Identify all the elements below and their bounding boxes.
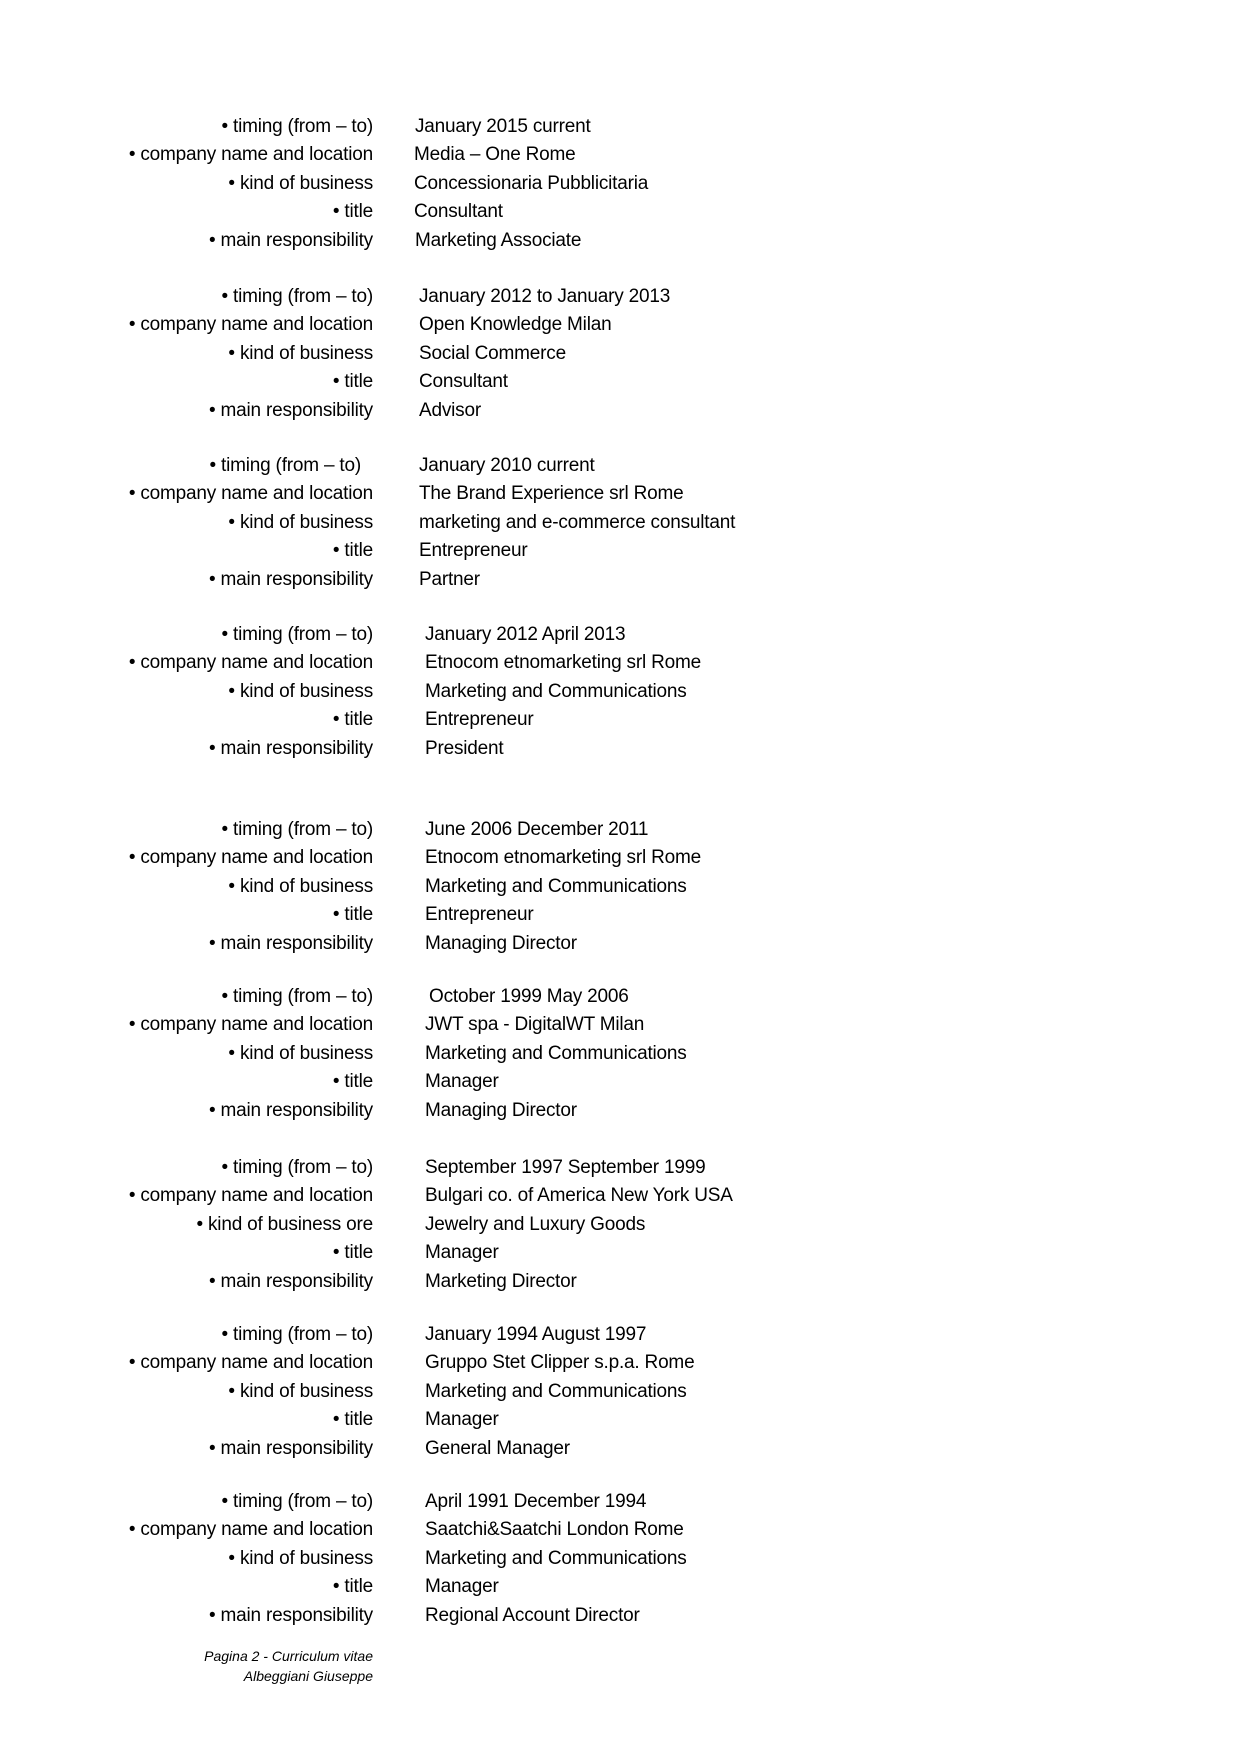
work-entry	[0, 1488, 1240, 1630]
work-entry	[0, 1321, 1240, 1463]
title-label: • title	[332, 371, 373, 393]
timing-value: January 2015 current	[415, 116, 591, 137]
timing-row	[0, 1321, 1240, 1349]
title-label: • title	[332, 1071, 373, 1093]
company-label: • company name and location	[128, 1185, 373, 1207]
title-row	[0, 1573, 1240, 1601]
business-label: • kind of business	[228, 1547, 373, 1569]
work-entry	[0, 113, 1240, 255]
business-value: Marketing and Communications	[425, 1547, 687, 1569]
work-entry	[0, 283, 1240, 425]
responsibility-row	[0, 1602, 1240, 1630]
business-label: • kind of business	[228, 1380, 373, 1402]
company-value: Bulgari co. of America New York USA	[425, 1185, 733, 1207]
responsibility-row	[0, 566, 1240, 594]
business-row	[0, 1378, 1240, 1406]
company-label: • company name and location	[128, 314, 373, 336]
title-value: Manager	[425, 1576, 499, 1598]
company-label: • company name and location	[128, 1014, 373, 1036]
timing-row	[0, 283, 1240, 311]
company-row	[0, 1182, 1240, 1210]
timing-label: • timing (from – to)	[221, 1491, 373, 1512]
title-value: Entrepreneur	[419, 540, 528, 562]
business-label: • kind of business	[228, 342, 373, 364]
responsibility-row	[0, 227, 1240, 255]
company-label: • company name and location	[128, 1519, 373, 1541]
responsibility-value: Managing Director	[425, 932, 577, 954]
responsibility-row	[0, 1097, 1240, 1125]
work-entry	[0, 1154, 1240, 1296]
title-value: Manager	[425, 1071, 499, 1093]
responsibility-label: • main responsibility	[208, 1270, 373, 1292]
title-row	[0, 1239, 1240, 1267]
business-row	[0, 340, 1240, 368]
company-label: • company name and location	[128, 652, 373, 674]
timing-row	[0, 816, 1240, 844]
company-value: Media – One Rome	[414, 144, 576, 166]
title-value: Entrepreneur	[425, 904, 534, 926]
responsibility-row	[0, 397, 1240, 425]
title-value: Manager	[425, 1242, 499, 1264]
business-label: • kind of business	[228, 680, 373, 702]
company-row	[0, 1011, 1240, 1039]
responsibility-label: • main responsibility	[208, 229, 373, 251]
title-row	[0, 1068, 1240, 1096]
business-label: • kind of business ore	[196, 1213, 373, 1235]
title-label: • title	[332, 201, 373, 223]
work-entry	[0, 816, 1240, 958]
business-label: • kind of business	[228, 172, 373, 194]
timing-label: • timing (from – to)	[209, 455, 361, 476]
title-row	[0, 706, 1240, 734]
business-row	[0, 170, 1240, 198]
responsibility-label: • main responsibility	[208, 1099, 373, 1121]
responsibility-row	[0, 1268, 1240, 1296]
timing-row	[0, 1154, 1240, 1182]
footer-author-name: Albeggiani Giuseppe	[243, 1668, 373, 1684]
title-row	[0, 901, 1240, 929]
company-label: • company name and location	[128, 1352, 373, 1374]
title-value: Entrepreneur	[425, 709, 534, 731]
responsibility-value: Marketing Director	[425, 1270, 577, 1292]
responsibility-value: Partner	[419, 568, 480, 590]
business-row	[0, 678, 1240, 706]
company-row	[0, 649, 1240, 677]
company-label: • company name and location	[128, 483, 373, 505]
responsibility-row	[0, 735, 1240, 763]
timing-value: January 1994 August 1997	[425, 1324, 647, 1345]
timing-value: June 2006 December 2011	[425, 819, 649, 840]
timing-row	[0, 113, 1240, 141]
timing-value: September 1997 September 1999	[425, 1157, 706, 1178]
responsibility-label: • main responsibility	[208, 737, 373, 759]
title-value: Manager	[425, 1409, 499, 1431]
title-label: • title	[332, 904, 373, 926]
company-row	[0, 141, 1240, 169]
timing-value: April 1991 December 1994	[425, 1491, 647, 1512]
responsibility-row	[0, 930, 1240, 958]
timing-label: • timing (from – to)	[221, 624, 373, 645]
work-entry	[0, 983, 1240, 1125]
business-value: Marketing and Communications	[425, 680, 687, 702]
business-row	[0, 1040, 1240, 1068]
company-value: Saatchi&Saatchi London Rome	[425, 1519, 684, 1541]
company-row	[0, 1349, 1240, 1377]
business-row	[0, 1545, 1240, 1573]
timing-label: • timing (from – to)	[221, 819, 373, 840]
responsibility-value: Regional Account Director	[425, 1604, 640, 1626]
company-row	[0, 480, 1240, 508]
company-value: JWT spa - DigitalWT Milan	[425, 1014, 645, 1036]
company-value: The Brand Experience srl Rome	[419, 483, 684, 505]
company-value: Gruppo Stet Clipper s.p.a. Rome	[425, 1352, 695, 1374]
business-row	[0, 1211, 1240, 1239]
title-label: • title	[332, 1409, 373, 1431]
timing-row	[0, 452, 1240, 480]
responsibility-label: • main responsibility	[208, 1604, 373, 1626]
title-row	[0, 198, 1240, 226]
responsibility-value: General Manager	[425, 1437, 570, 1459]
responsibility-label: • main responsibility	[208, 568, 373, 590]
timing-row	[0, 621, 1240, 649]
responsibility-row	[0, 1435, 1240, 1463]
company-value: Etnocom etnomarketing srl Rome	[425, 652, 701, 674]
footer-page-label: Pagina 2 - Curriculum vitae	[204, 1648, 373, 1664]
business-value: Jewelry and Luxury Goods	[425, 1213, 646, 1235]
timing-row	[0, 1488, 1240, 1516]
company-label: • company name and location	[128, 847, 373, 869]
company-row	[0, 844, 1240, 872]
title-label: • title	[332, 1576, 373, 1598]
title-value: Consultant	[414, 201, 503, 223]
timing-label: • timing (from – to)	[221, 1157, 373, 1178]
responsibility-label: • main responsibility	[208, 399, 373, 421]
company-row	[0, 1516, 1240, 1544]
responsibility-value: Advisor	[419, 399, 481, 421]
work-entry	[0, 452, 1240, 594]
business-label: • kind of business	[228, 511, 373, 533]
timing-label: • timing (from – to)	[221, 116, 373, 137]
company-label: • company name and location	[128, 144, 373, 166]
title-row	[0, 368, 1240, 396]
timing-value: January 2012 to January 2013	[419, 286, 671, 307]
timing-label: • timing (from – to)	[221, 286, 373, 307]
business-label: • kind of business	[228, 875, 373, 897]
business-label: • kind of business	[228, 1042, 373, 1064]
responsibility-value: Marketing Associate	[415, 229, 582, 251]
page-footer	[204, 1646, 373, 1686]
business-value: Marketing and Communications	[425, 1042, 687, 1064]
responsibility-value: President	[425, 737, 504, 759]
title-label: • title	[332, 1242, 373, 1264]
business-row	[0, 873, 1240, 901]
responsibility-label: • main responsibility	[208, 1437, 373, 1459]
timing-value: January 2010 current	[419, 455, 595, 476]
company-row	[0, 311, 1240, 339]
title-row	[0, 1406, 1240, 1434]
company-value: Open Knowledge Milan	[419, 314, 612, 336]
responsibility-value: Managing Director	[425, 1099, 577, 1121]
work-entry	[0, 621, 1240, 763]
business-value: Social Commerce	[419, 342, 566, 364]
timing-label: • timing (from – to)	[221, 1324, 373, 1345]
business-value: marketing and e-commerce consultant	[419, 511, 736, 533]
title-row	[0, 537, 1240, 565]
timing-value: October 1999 May 2006	[429, 986, 629, 1007]
title-value: Consultant	[419, 371, 508, 393]
timing-label: • timing (from – to)	[221, 986, 373, 1007]
business-value: Marketing and Communications	[425, 1380, 687, 1402]
company-value: Etnocom etnomarketing srl Rome	[425, 847, 701, 869]
timing-value: January 2012 April 2013	[425, 624, 626, 645]
business-row	[0, 509, 1240, 537]
timing-row	[0, 983, 1240, 1011]
title-label: • title	[332, 540, 373, 562]
business-value: Concessionaria Pubblicitaria	[414, 172, 649, 194]
business-value: Marketing and Communications	[425, 875, 687, 897]
responsibility-label: • main responsibility	[208, 932, 373, 954]
title-label: • title	[332, 709, 373, 731]
